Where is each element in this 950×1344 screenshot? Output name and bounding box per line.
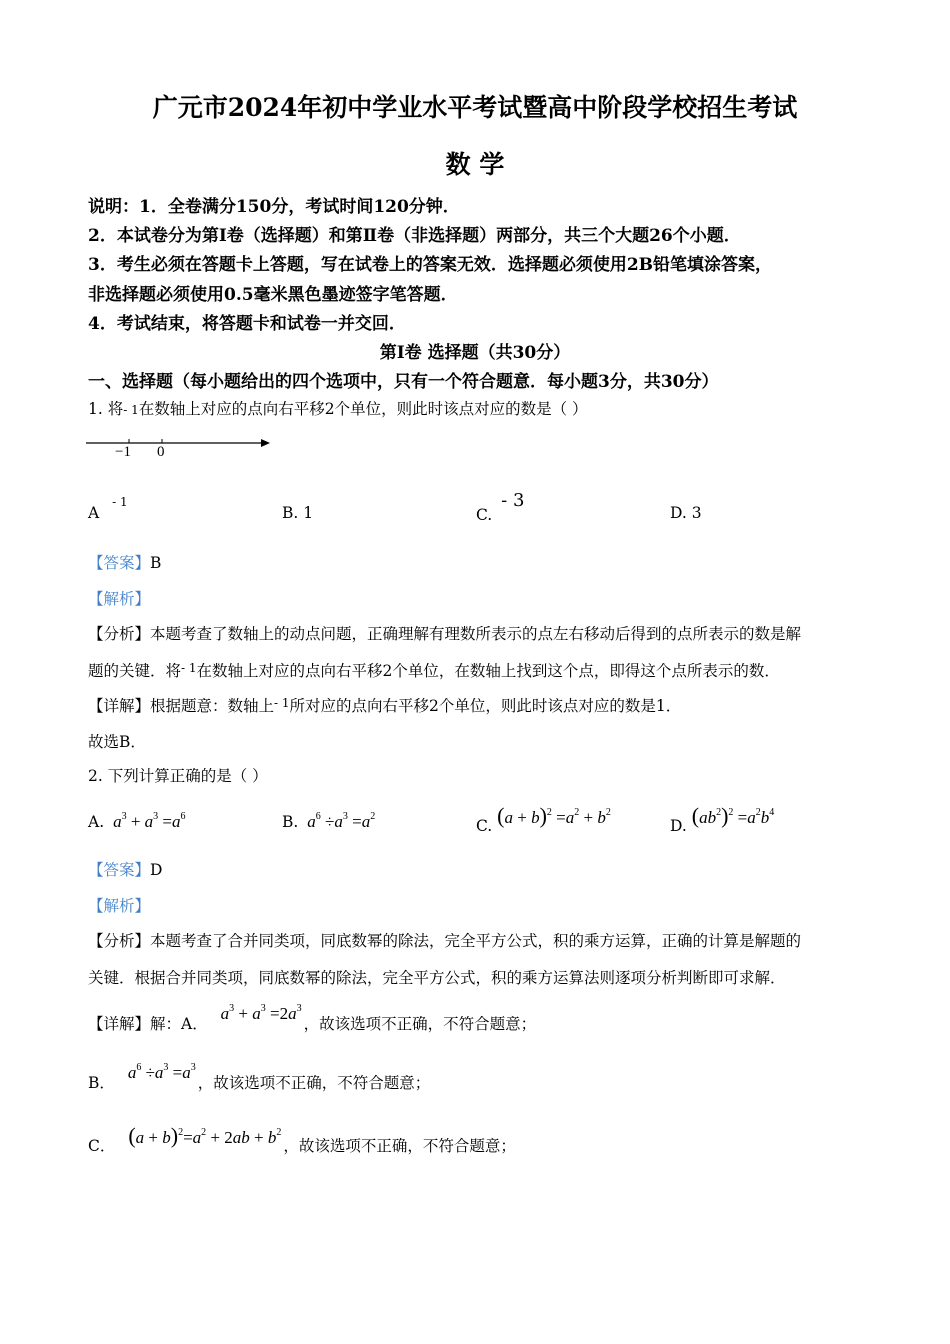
q1-option-b: B. 1: [282, 504, 314, 522]
q2-option-b: B. $a^6 \div a^3 =a^2$: [282, 811, 376, 831]
q1-fenxi-line-2: 题的关键．将$^{- 1}$在数轴上对应的点向右平移2个单位，在数轴上找到这个点，即得这个点所表示的数．: [88, 661, 780, 680]
q2-option-d: D. $(ab^2)^2 =a^2b^4$: [670, 803, 775, 835]
exam-title: 广元市2024年初中学业水平考试暨高中阶段学校招生考试: [152, 93, 798, 122]
q2-detail-c: C． $(a + b)^2=a^2 + 2ab + b^2$，故该选项不正确，不符合题意；: [88, 1123, 516, 1155]
q2-stem: 2. 下列计算正确的是（ ）: [88, 767, 268, 785]
q1-answer: 【答案】B: [88, 554, 162, 572]
q1-stem-neg-one: - 1: [123, 403, 139, 417]
q2-analysis-tag: 【解析】: [88, 897, 151, 915]
number-line-arrow: [261, 439, 270, 447]
instruction-line-1: 说明：1．全卷满分150分，考试时间120分钟．: [88, 197, 460, 217]
q1-option-c: C. - 3: [476, 490, 525, 524]
q1-option-d: D. 3: [670, 504, 702, 522]
tick-label-minus-one: −1: [115, 444, 131, 460]
instruction-line-5: 4．考试结束，将答题卡和试卷一并交回．: [88, 314, 406, 334]
q2-detail-b: B． $a^6 \div a^3 =a^3$，故该选项不正确，不符合题意；: [88, 1062, 431, 1092]
instruction-line-3: 3．考生必须在答题卡上答题，写在试卷上的答案无效．选择题必须使用2B铅笔填涂答案，: [88, 255, 773, 275]
subject-title: 数 学: [445, 150, 505, 179]
q2-fenxi-line-2: 关键．根据合并同类项，同底数幂的除法，完全平方公式，积的乘方运算法则逐项分析判断即可求解．: [88, 969, 786, 987]
q1-conclusion: 故选B．: [88, 733, 146, 751]
part1-header: 第Ⅰ卷 选择题（共30分）: [379, 343, 571, 363]
q1-detail: 【详解】根据题意：数轴上$^{- 1}$所对应的点向右平移2个单位，则此时该点对应的数是1．: [88, 696, 682, 715]
q2-option-a: A. $a^3 + a^3 =a^6$: [88, 811, 186, 831]
section1-header: 一、选择题（每小题给出的四个选项中，只有一个符合题意．每小题3分，共30分）: [88, 372, 719, 392]
instruction-line-2: 2．本试卷分为第Ⅰ卷（选择题）和第Ⅱ卷（非选择题）两部分，共三个大题26个小题．: [88, 226, 741, 246]
q1-stem: 1. 将- 1在数轴上对应的点向右平移2个单位，则此时该点对应的数是（ ）: [88, 400, 588, 418]
tick-label-zero: 0: [157, 444, 165, 460]
q1-analysis-tag: 【解析】: [88, 590, 151, 608]
q2-option-c: C. $(a + b)^2 =a^2 + b^2$: [476, 803, 611, 835]
q2-answer: 【答案】D: [88, 861, 163, 879]
q2-detail-a: 【详解】解：A． $a^3 + a^3 =2a^3$，故该选项不正确，不符合题意；: [88, 1003, 537, 1033]
q1-option-a: A $^{- 1}$: [88, 495, 128, 522]
q2-fenxi-line-1: 【分析】本题考查了合并同类项，同底数幂的除法，完全平方公式，积的乘方运算，正确的计算是解题的: [88, 932, 802, 950]
number-line: [84, 430, 284, 470]
q1-fenxi-line-1: 【分析】本题考查了数轴上的动点问题，正确理解有理数所表示的点左右移动后得到的点所表示的数是解: [88, 625, 802, 643]
instruction-line-4: 非选择题必须使用0.5毫米黑色墨迹签字笔答题．: [88, 285, 458, 305]
